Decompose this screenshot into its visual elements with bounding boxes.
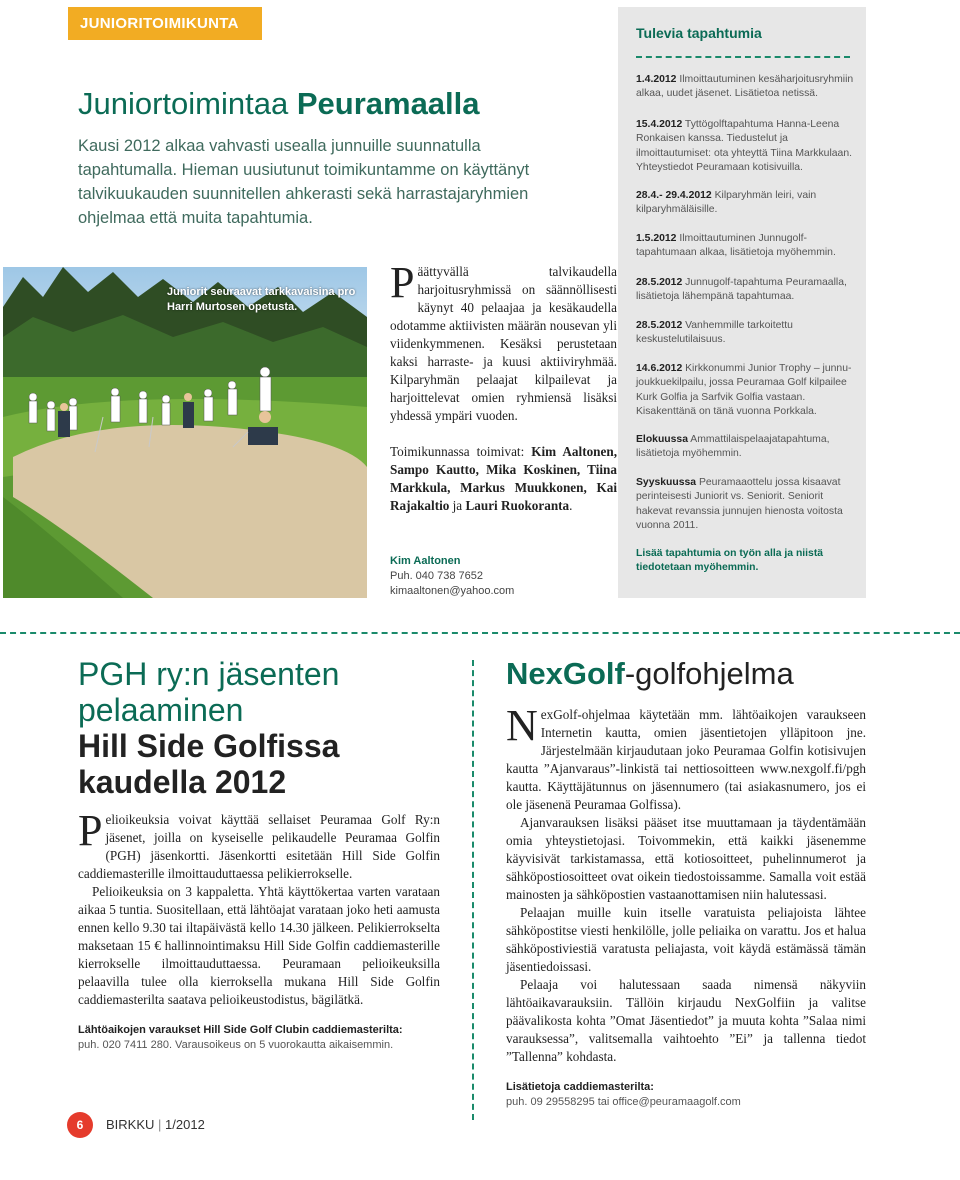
event-date: 15.4.2012 [636, 119, 683, 130]
event-text: Junnugolf-tapahtuma Peuramaalla, lisätietoja lähempänä tapahtumaa. [636, 277, 847, 303]
pgh-title-line-1: PGH ry:n jäsenten [78, 656, 340, 692]
event-date: Syyskuussa [636, 477, 697, 488]
nexgolf-paragraph-1 [506, 701, 866, 814]
pgh-info [78, 1023, 440, 1053]
paragraph-text: äättyvällä talvikaudella harjoitusryhmissä on säännöllisesti käynyt 40 pelaajaa ja kesäkaudella odotamme aktiivisten määrän nousevan yli viidenkymmenen. Kesäksi perustetaan kaksi harraste- ja kuusi aktiiviryhmää. Kilparyhmän pelaajat kilpailevat ja harjoittelevat omien ryhmiensä lisäksi yhdessä ympäri vuoden. [390, 264, 617, 423]
juniors-paragraph-1 [390, 258, 617, 425]
pgh-info-text: puh. 020 7411 280. Varausoikeus on 5 vuorokautta aikaisemmin. [78, 1039, 394, 1051]
page-number: 6 [67, 1112, 93, 1138]
dropcap: P [78, 806, 103, 855]
paragraph-text: exGolf-ohjelmaa käytetään mm. lähtöaikojen varaukseen Internetin kautta, omien jäsentietojen ylläpitoon jne. Järjestelmään kirjaudutaan joko Peuramaa Golfin kotisivujen kautta ”Ajanvaraus”-linkistä tai nettiosoitteen www.nexgolf.fi/pgh kautta. Käyttäjätunnus on jäsennumero (tai asiakasnumero, jos ei ole jäsenenä Peuramaa Golfissa). [506, 707, 866, 812]
committee-and: ja [449, 498, 466, 513]
footer-separator: | [158, 1117, 162, 1132]
event-text: Peuramaaottelu jossa kisaavat perinteisesti Juniorit vs. Seniorit. Seniorit hakevat revanssia junnujen hienosta voitosta vuonna 2011. [636, 477, 843, 531]
pgh-title-line-3: Hill Side Golfissa [78, 728, 340, 764]
nexgolf-info [506, 1080, 866, 1110]
event-item [636, 276, 854, 305]
publication-name: BIRKKU [106, 1117, 155, 1132]
event-date: 28.5.2012 [636, 277, 683, 288]
nexgolf-paragraph-2: Ajanvarauksen lisäksi pääset itse muuttamaan ja täydentämään omia yhteystietojasi. Toivommekin, että kaikki jäsenemme käyvisivät tarkistamassa, että kotiosoitteet, puhelinnumerot ja sähköpostiosoitteet ovat oikein tiedostoissamme. Samalla voit estää mainosten ja sähköpostien vastaanottamisen niin halutessasi. [506, 815, 866, 902]
nexgolf-info-text: puh. 09 29558295 tai office@peuramaagolf.com [506, 1096, 741, 1108]
event-item [636, 232, 854, 261]
event-text: Ammattilaispelaajatapahtuma, lisätietoja myöhemmin. [636, 434, 830, 460]
event-text: Tyttögolftapahtuma Hanna-Leena Ronkaisen kanssa. Tiedustelut ja ilmoittautumiset: ota yhteyttä Tiina Markkulaan. Yhteystiedot Peuramaan kotisivuilla. [636, 119, 852, 173]
committee-last-name: Lauri Ruokoranta [465, 498, 570, 513]
paragraph-text: elioikeuksia voivat käyttää sellaiset Peuramaa Golf Ry:n jäsenet, joilla on kyseiselle pelikaudelle Peuramaa Golfin (PGH) jäsenkortti. Jäsenkortti esitetään Hill Side Golfin caddiemasterille ilmoittauduttaessa pelikierrokselle. [78, 812, 440, 881]
committee-end: . [569, 498, 573, 513]
events-final-note: Lisää tapahtumia on työn alla ja niistä tiedotetaan myöhemmin. [636, 548, 824, 574]
event-text: Ilmoittautuminen kesäharjoitusryhmiin alkaa, uudet jäsenet. Lisätietoa netissä. [636, 74, 854, 100]
contact-block [390, 554, 514, 599]
contact-email: kimaaltonen@yahoo.com [390, 585, 515, 597]
event-date: Elokuussa [636, 434, 688, 445]
juniors-article-body [390, 258, 617, 515]
vertical-divider [472, 660, 474, 1120]
event-item [636, 362, 854, 419]
title-bold: Peuramaalla [296, 86, 480, 121]
committee-lead: Toimikunnassa toimivat: [390, 444, 532, 459]
pgh-title-line-2: pelaaminen [78, 692, 244, 728]
event-item [636, 433, 854, 462]
nexgolf-title-rest: -golfohjelma [624, 656, 794, 691]
nexgolf-paragraph-4: Pelaaja voi halutessaan saada nimensä näkyviin lähtöaikavarauksiin. Tällöin kirjaudu NexGolfiin ja valitse päävalikosta kohta ”Omat Jäsentiedot” ja muuta kohta ”Salaa nimi varauksessa”, valitsemalla vaihtoehto ”Ei” ja tallenna tiedot ”Tallenna” kohdasta. [506, 977, 866, 1064]
nexgolf-article-title [506, 656, 794, 692]
nexgolf-article-body [506, 701, 866, 1110]
nexgolf-paragraph-3: Pelaajan muille kuin itselle varatuista peliajoista lähtee sähköpostitse viesti henkilölle, jolle peliaika on varattu. Jos et halua sähköpostiviestiä varatusta peliajasta, voit käydä estämässä tämän jäsentiedoissasi. [506, 905, 866, 974]
photo-caption: Juniorit seuraavat tarkkavaisina pro Harri Murtosen opetusta. [167, 286, 356, 313]
event-date: 28.4.- 29.4.2012 [636, 190, 712, 201]
event-item [636, 189, 854, 218]
nexgolf-info-heading: Lisätietoja caddiemasterilta: [506, 1081, 654, 1093]
contact-name: Kim Aaltonen [390, 555, 461, 567]
event-date: 14.6.2012 [636, 363, 683, 374]
pgh-info-heading: Lähtöaikojen varaukset Hill Side Golf Clubin caddiemasterilta: [78, 1024, 403, 1036]
events-title: Tulevia tapahtumia [636, 25, 762, 41]
pgh-paragraph-2: Pelioikeuksia on 3 kappaletta. Yhtä käyttökertaa varten varataan aikaa 5 tuntia. Suositellaan, että lähtöajat varataan joko heti aamusta ennen kello 9.30 tai iltapäivästä kello 14.30 jälkeen. Pelikierrokselta maksetaan 15 € hallinnointimaksu Hill Side Golfin caddiemasterille kierrokselle ilmoittauduttaessa. Peuramaan pelioikeuksilla pelaavilla tulee olla kierroksella mukana Hill Side Golfin caddiemasterilta saatava pelioikeustodistus, bägilätkä. [78, 884, 440, 1007]
event-text: Kirkkonummi Junior Trophy – junnu-joukkuekilpailu, jossa Peuramaa Golf kilpailee Kurk Golfia ja Sarfvik Golfia vastaan. Kisakenttänä on tänä vuonna Porkkala. [636, 363, 852, 417]
contact-phone: Puh. 040 738 7652 [390, 570, 483, 582]
dropcap: P [390, 258, 415, 307]
event-text: Ilmoittautuminen Junnugolf-tapahtumaan alkaa, lisätietoja myöhemmin. [636, 233, 836, 259]
title-light: Juniortoimintaa [78, 86, 297, 121]
event-text: Vanhemmille tarkoitettu keskustelutilaisuus. [636, 320, 793, 346]
horizontal-divider [0, 632, 960, 634]
event-item [636, 476, 854, 533]
event-item [636, 118, 854, 175]
photo-illustration [3, 267, 367, 598]
nexgolf-title-bold: NexGolf [506, 656, 625, 691]
publication-footer [106, 1117, 205, 1132]
event-text: Kilparyhmän leiri, vain kilparyhmäläisille. [636, 190, 817, 216]
pgh-paragraph-1 [78, 806, 440, 883]
event-date: 28.5.2012 [636, 320, 683, 331]
pgh-title-line-4: kaudella 2012 [78, 764, 287, 800]
dropcap: N [506, 701, 538, 750]
article-title [78, 86, 480, 122]
event-item [636, 73, 854, 102]
juniors-golf-photo [3, 267, 367, 598]
event-date: 1.5.2012 [636, 233, 677, 244]
event-item [636, 319, 854, 348]
publication-issue: 1/2012 [165, 1117, 205, 1132]
section-badge: JUNIORITOIMIKUNTA [68, 7, 262, 40]
pgh-article-title [78, 656, 339, 800]
committee-names: Kim Aaltonen, Sampo Kautto, Mika Koskinen, Tiina Markkula, Markus Muukkonen, Kai Rajakaltio [390, 444, 617, 513]
intro-paragraph: Kausi 2012 alkaa vahvasti usealla junnuille suunnatulla tapahtumalla. Hieman uusiutunut toimikuntamme on käyttänyt talvikuukauden suunnitellen ahkerasti sekä harrastajaryhmien ohjelmaa että muita tapahtumia. [78, 137, 530, 227]
events-divider [636, 56, 850, 58]
pgh-article-body [78, 806, 440, 1053]
juniors-paragraph-2 [390, 443, 617, 515]
event-date: 1.4.2012 [636, 74, 677, 85]
